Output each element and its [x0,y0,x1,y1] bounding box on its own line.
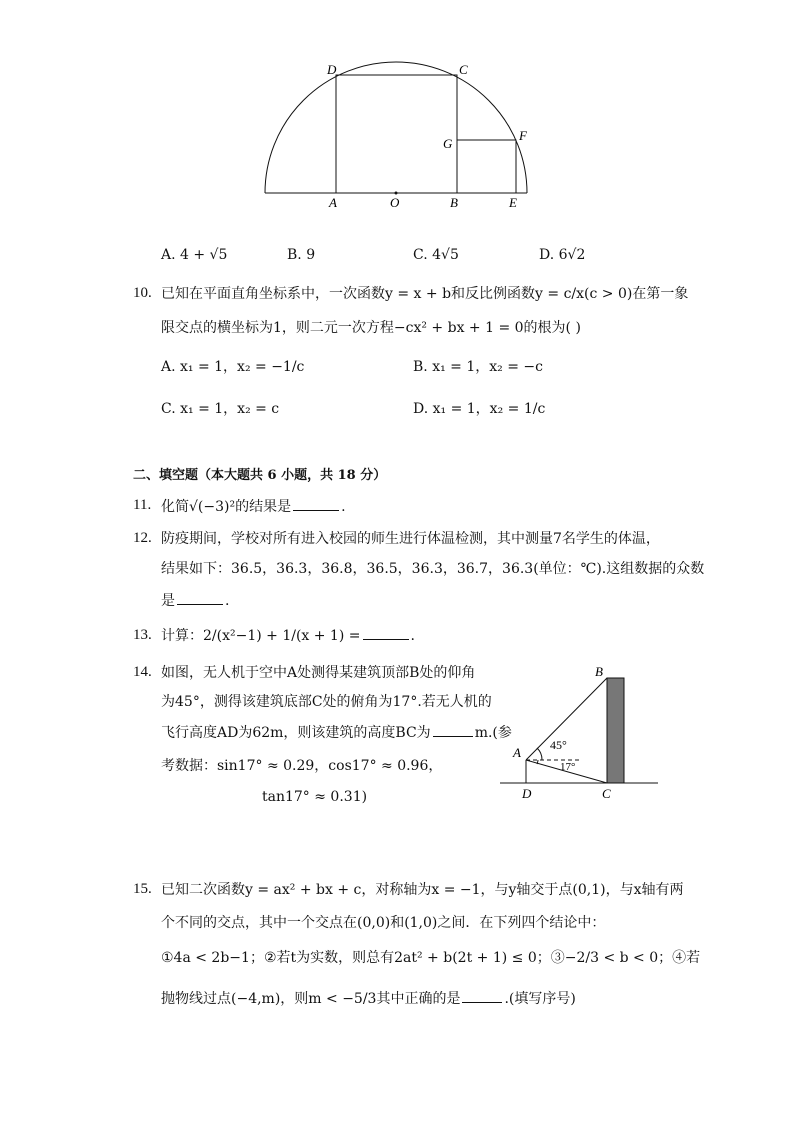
q14-line4: 考数据：sin17° ≈ 0.29，cos17° ≈ 0.96， [161,758,443,774]
q10-option-a[interactable]: A. x₁ = 1，x₂ = −1/c [161,359,305,375]
q12-number: 12. [133,530,152,546]
q10-line1: 已知在平面直角坐标系中，一次函数y = x + b和反比例函数y = c/x(c > 0)在第一象 [161,286,689,302]
q9-option-b[interactable]: B. 9 [287,247,316,263]
label-e: E [509,195,517,210]
q10-line2: 限交点的横坐标为1，则二元一次方程−cx² + bx + 1 = 0的根为( ) [161,320,581,336]
semicircle-arc [265,62,527,193]
q9-option-c[interactable]: C. 4√5 [413,247,459,263]
section2-title: 二、填空题（本大题共 6 小题，共 18 分） [133,468,387,483]
q15-line2: 个不同的交点，其中一个交点在(0,0)和(1,0)之间．在下列四个结论中： [161,915,606,931]
label-o: O [390,195,400,210]
q10-number: 10. [133,285,152,301]
label-c: C [459,62,468,77]
label-d2: D [522,786,532,801]
q14-line1: 如图，无人机于空中A处测得某建筑顶部B处的仰角 [161,665,476,681]
q10-option-c[interactable]: C. x₁ = 1，x₂ = c [161,401,280,417]
q11-text: 化简√(−3)²的结果是 . [161,496,346,517]
q10-option-b[interactable]: B. x₁ = 1，x₂ = −c [413,359,543,375]
building [607,678,624,783]
semicircle-figure [255,60,545,215]
q15-answer-blank[interactable] [462,988,502,1003]
q12-line3: 是 . [161,590,229,611]
q15-line3: ①4a < 2b−1；②若t为实数，则总有2at² + b(2t + 1) ≤ 0；③−2/3 < b < 0；④若 [161,950,701,966]
q14-line3: 飞行高度AD为62m，则该建筑的高度BC为 m.(参 [161,722,512,743]
label-f: F [519,128,527,143]
q14-number: 14. [133,664,152,680]
q10-option-d[interactable]: D. x₁ = 1，x₂ = 1/c [413,401,546,417]
label-a: A [329,195,337,210]
q15-line1: 已知二次函数y = ax² + bx + c，对称轴为x = −1，与y轴交于点(0,1)，与x轴有两 [161,882,684,898]
q13-answer-blank[interactable] [363,625,409,640]
q11-answer-blank[interactable] [293,496,339,511]
q15-number: 15. [133,881,152,897]
angle-arc-45 [537,748,542,760]
q12-line1: 防疫期间，学校对所有进入校园的师生进行体温检测，其中测量7名学生的体温， [161,531,660,547]
q14-line5: tan17° ≈ 0.31) [262,789,368,805]
q14-answer-blank[interactable] [433,722,473,737]
q12-line2: 结果如下：36.5，36.3，36.8，36.5，36.3，36.7，36.3(单位：℃).这组数据的众数 [161,561,705,577]
angle-17-label: 17° [560,761,576,773]
q15-line4: 抛物线过点(−4,m)，则m < −5/3其中正确的是 .(填写序号) [161,988,576,1009]
square-bgfe [457,140,516,193]
q14-line2: 为45°，测得该建筑底部C处的俯角为17°.若无人机的 [161,694,492,710]
square-abcd [336,75,457,193]
q13-number: 13. [133,627,152,643]
label-d: D [327,62,337,77]
q14-figure [500,660,665,805]
q13-text: 计算：2/(x²−1) + 1/(x + 1) = . [161,625,415,646]
q11-number: 11. [133,497,152,513]
angle-45-label: 45° [550,738,567,752]
q12-answer-blank[interactable] [177,590,223,605]
label-g: G [443,136,453,151]
q9-option-d[interactable]: D. 6√2 [539,247,586,263]
label-c2: C [602,786,611,801]
label-a2: A [513,745,521,760]
label-b2: B [595,664,603,679]
label-b: B [450,195,458,210]
q9-option-a[interactable]: A. 4 + √5 [161,247,228,263]
